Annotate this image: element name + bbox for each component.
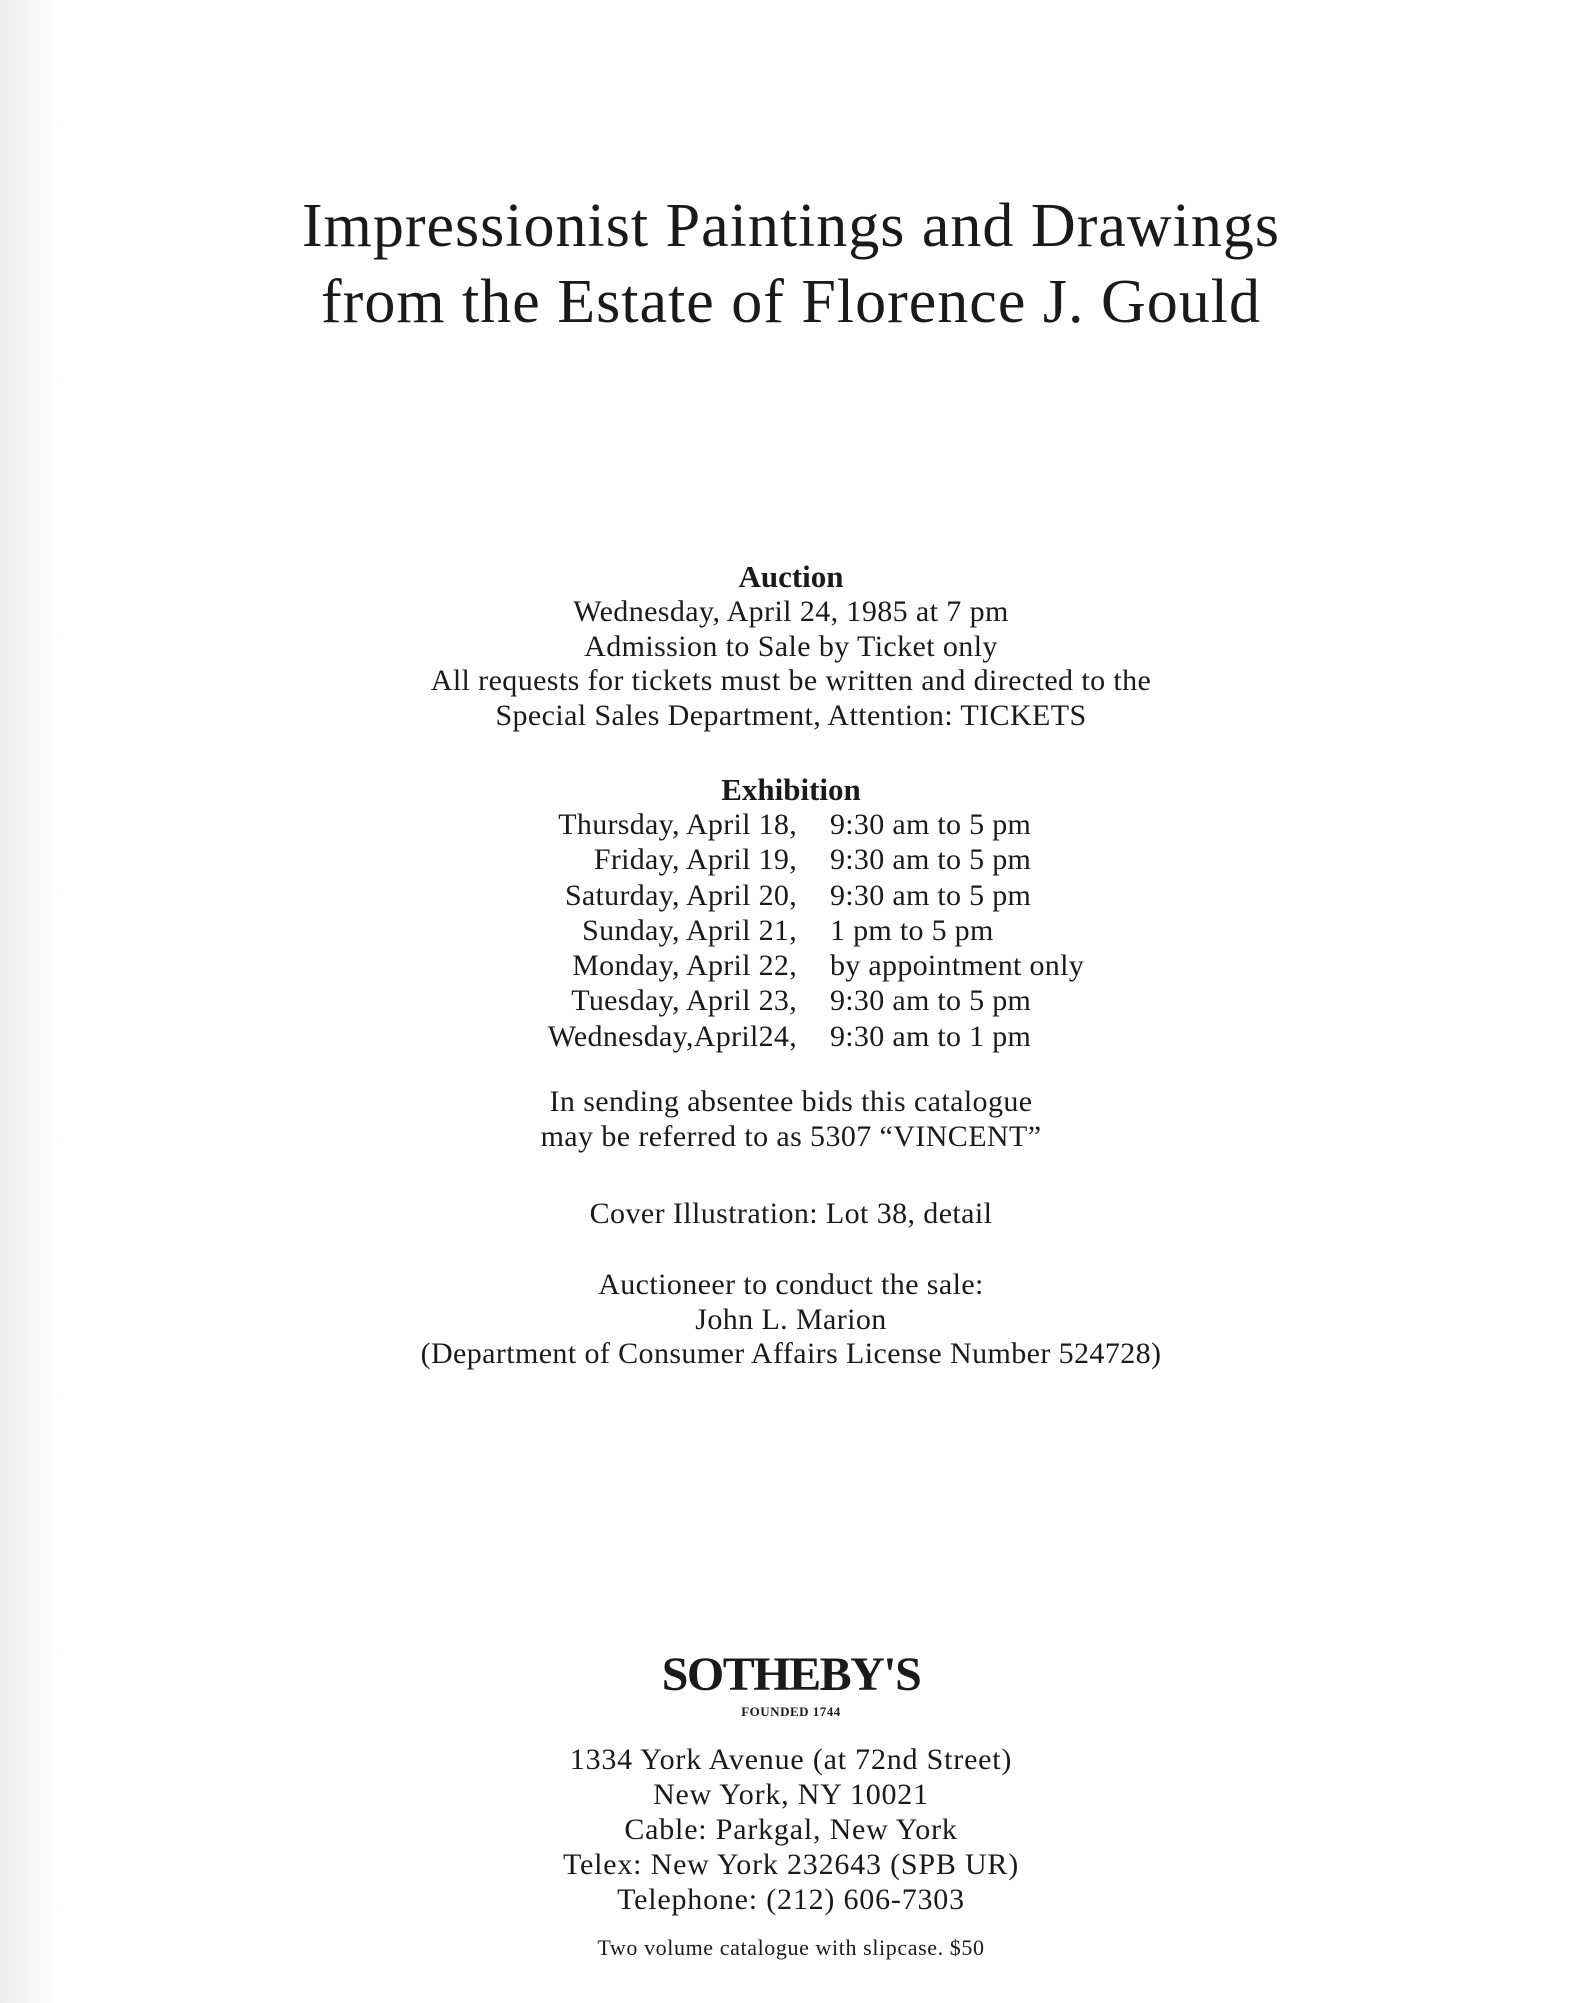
address-line: Cable: Parkgal, New York [624, 1813, 958, 1846]
schedule-day: Thursday, April 18, [558, 808, 797, 841]
schedule-time: 1 pm to 5 pm [830, 913, 994, 947]
schedule-row [0, 807, 1582, 842]
auction-line: All requests for tickets must be written and directed to the [430, 664, 1152, 697]
schedule-day: Wednesday,April24, [547, 1019, 797, 1053]
address-line: Telex: New York 232643 (SPB UR) [562, 1848, 1020, 1881]
schedule-day: Monday, April 22, [572, 949, 797, 983]
title-line-1: Impressionist Paintings and Drawings [302, 192, 1280, 260]
schedule-day: Tuesday, April 23, [571, 984, 797, 1018]
schedule-time: 9:30 am to 5 pm [830, 843, 1032, 877]
sothebys-logo: SOTHEBY'S [661, 1648, 921, 1701]
auction-details [0, 595, 1582, 733]
schedule-row [0, 878, 1582, 913]
title-line-2: from the Estate of Florence J. Gould [321, 268, 1261, 336]
auctioneer-line: (Department of Consumer Affairs License Number 524728) [420, 1337, 1162, 1370]
catalogue-title [0, 188, 1582, 340]
schedule-row [0, 948, 1582, 983]
contact-address [0, 1742, 1582, 1917]
schedule-row [0, 1019, 1582, 1054]
cover-illustration-note [0, 1197, 1582, 1232]
auction-line: Wednesday, April 24, 1985 at 7 pm [573, 595, 1009, 628]
schedule-time: 9:30 am to 1 pm [830, 1019, 1032, 1053]
absentee-line: In sending absentee bids this catalogue [549, 1085, 1033, 1118]
auctioneer-note [0, 1268, 1582, 1372]
auction-line: Admission to Sale by Ticket only [584, 629, 998, 663]
exhibition-schedule [0, 807, 1582, 1054]
address-line: Telephone: (212) 606-7303 [617, 1883, 965, 1916]
schedule-time: by appointment only [830, 949, 1085, 983]
schedule-day: Sunday, April 21, [582, 913, 797, 947]
address-line: 1334 York Avenue (at 72nd Street) [569, 1743, 1013, 1776]
absentee-bids-note [0, 1085, 1582, 1154]
cover-line: Cover Illustration: Lot 38, detail [589, 1197, 993, 1230]
schedule-time: 9:30 am to 5 pm [830, 984, 1032, 1018]
schedule-time: 9:30 am to 5 pm [830, 878, 1032, 912]
auctioneer-line: Auctioneer to conduct the sale: [598, 1268, 984, 1301]
schedule-row [0, 983, 1582, 1018]
auctioneer-line: John L. Marion [695, 1302, 887, 1336]
schedule-time: 9:30 am to 5 pm [830, 808, 1032, 841]
schedule-row [0, 913, 1582, 948]
exhibition-heading: Exhibition [721, 772, 861, 807]
schedule-day: Saturday, April 20, [564, 878, 797, 912]
address-line: New York, NY 10021 [653, 1778, 929, 1811]
absentee-line: may be referred to as 5307 “VINCENT” [540, 1119, 1042, 1153]
auction-line: Special Sales Department, Attention: TICKETS [495, 698, 1087, 732]
schedule-day: Friday, April 19, [593, 843, 797, 877]
catalogue-price-note: Two volume catalogue with slipcase. $50 [597, 1935, 985, 1960]
founded-line: FOUNDED 1744 [741, 1704, 841, 1719]
schedule-row [0, 842, 1582, 877]
auction-heading: Auction [738, 559, 844, 594]
